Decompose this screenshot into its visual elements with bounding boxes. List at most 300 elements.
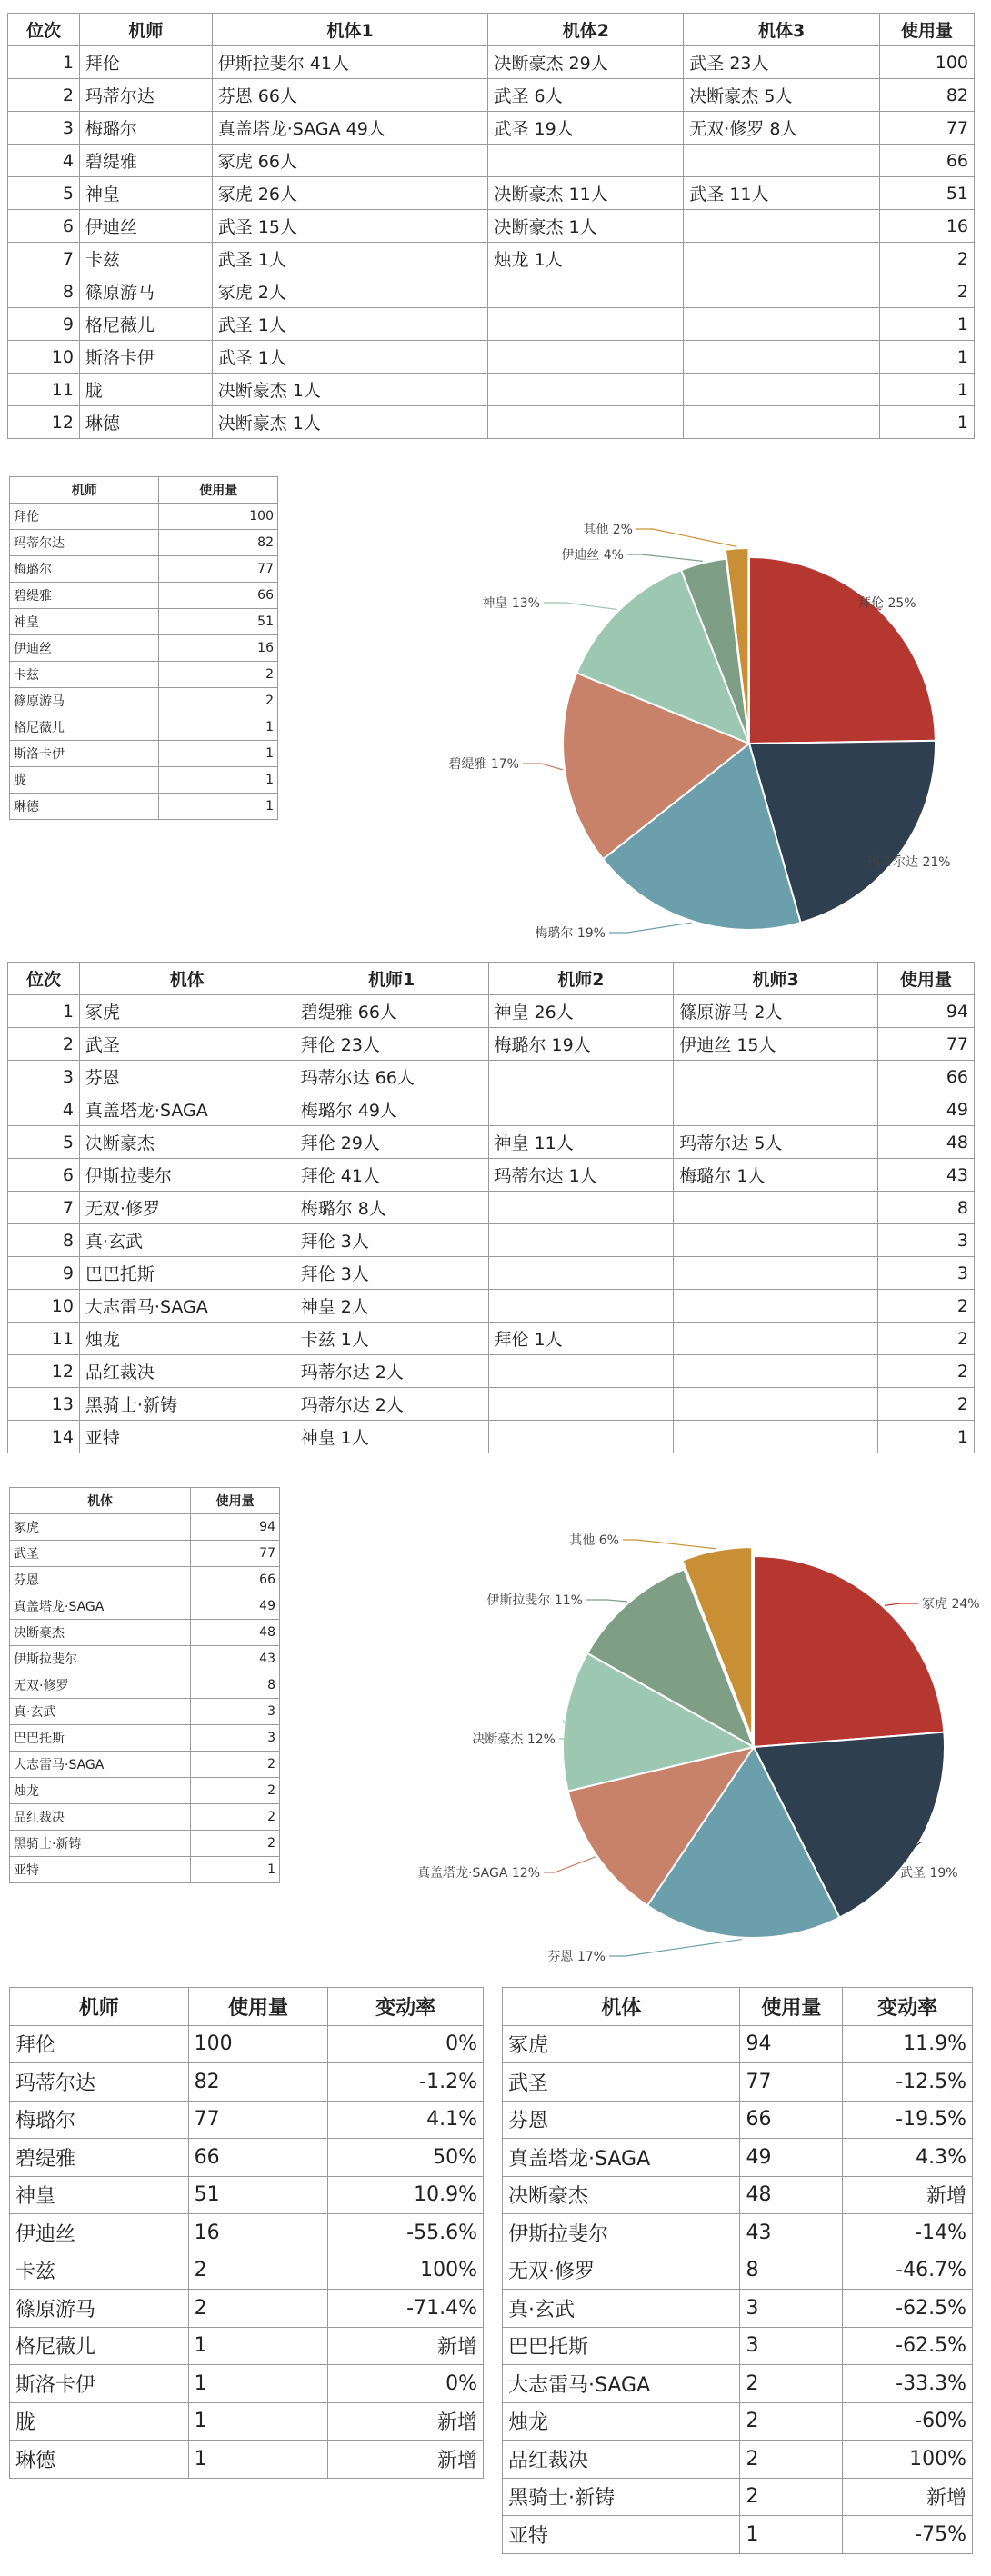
table-row xyxy=(8,79,975,112)
table-cell: 9 xyxy=(8,1257,80,1290)
column-header: 使用量 xyxy=(880,14,975,46)
table-cell: 黑骑士·新铸 xyxy=(503,2478,740,2516)
table-cell: 玛蒂尔达 xyxy=(79,79,212,112)
table-cell xyxy=(684,374,880,406)
table-cell: 伊迪丝 xyxy=(79,210,212,243)
table-row xyxy=(10,1778,280,1804)
table-cell: 8 xyxy=(8,1224,80,1257)
table-cell: 2 xyxy=(878,1355,975,1388)
pilot-usage-pie-chart xyxy=(364,498,951,971)
table-cell xyxy=(488,406,684,439)
table-cell: 梅璐尔 xyxy=(79,112,212,145)
table-cell xyxy=(684,275,880,308)
slice-label: 武圣 19% xyxy=(900,1866,958,1881)
table-cell: 亚特 xyxy=(503,2516,740,2554)
table-row xyxy=(10,2025,484,2063)
table-row xyxy=(10,2101,484,2139)
table-cell: 2 xyxy=(740,2365,843,2403)
table-cell: -46.7% xyxy=(843,2252,973,2290)
leader-line xyxy=(609,923,692,933)
table-cell: 8 xyxy=(191,1672,280,1699)
table-cell: 新增 xyxy=(843,2176,973,2214)
table-cell: 10 xyxy=(8,341,80,374)
table-cell: 巴巴托斯 xyxy=(79,1257,295,1290)
table-cell: 3 xyxy=(191,1699,280,1725)
table-cell: 2 xyxy=(878,1323,975,1355)
table-cell: 8 xyxy=(878,1192,975,1224)
table-cell: 无双·修罗 8人 xyxy=(684,112,880,145)
table-row xyxy=(8,275,975,308)
table-row xyxy=(10,2252,484,2290)
table-cell: 武圣 23人 xyxy=(684,46,880,79)
column-header: 使用量 xyxy=(188,1988,328,2026)
table-cell: 拜伦 23人 xyxy=(295,1028,488,1061)
table-cell: 伊斯拉斐尔 xyxy=(79,1159,295,1192)
table-row xyxy=(8,1355,975,1388)
table-cell: 拜伦 1人 xyxy=(488,1323,674,1355)
table-cell: -62.5% xyxy=(843,2290,973,2328)
table-cell: 2 xyxy=(740,2478,843,2516)
table-cell: 43 xyxy=(878,1159,975,1192)
table-row xyxy=(10,2365,484,2403)
slice-label: 冢虎 24% xyxy=(922,1597,980,1612)
table-cell: 66 xyxy=(188,2139,328,2177)
table-cell xyxy=(684,341,880,374)
table-cell: 决断豪杰 5人 xyxy=(684,79,880,112)
table-cell: 武圣 1人 xyxy=(212,243,488,275)
table-cell: 玛蒂尔达 xyxy=(10,530,159,556)
table-row xyxy=(10,2327,484,2365)
table-row xyxy=(10,741,278,767)
table-cell: 66 xyxy=(159,583,278,609)
table-cell: 武圣 6人 xyxy=(488,79,684,112)
table-cell: 2 xyxy=(878,1388,975,1421)
slice-label: 芬恩 17% xyxy=(547,1950,606,1964)
table-cell: 3 xyxy=(740,2290,843,2328)
table-cell: 神皇 11人 xyxy=(488,1126,674,1159)
table-cell: -19.5% xyxy=(843,2101,973,2139)
table-cell: 77 xyxy=(188,2101,328,2139)
column-header: 变动率 xyxy=(328,1988,484,2026)
table-row xyxy=(10,662,278,688)
table-cell xyxy=(674,1093,878,1126)
table-header-row xyxy=(8,14,975,46)
pilot-change-table xyxy=(9,1987,484,2479)
table-row xyxy=(10,1857,280,1883)
pie-slice xyxy=(749,557,936,744)
table-cell: 100 xyxy=(188,2025,328,2063)
leader-line xyxy=(544,1857,596,1872)
table-cell: 2 xyxy=(159,688,278,714)
table-cell: 82 xyxy=(159,530,278,556)
table-cell: 真·玄武 xyxy=(10,1699,191,1725)
table-row xyxy=(8,1159,975,1192)
table-cell: 芬恩 66人 xyxy=(212,79,488,112)
table-cell: 拜伦 xyxy=(79,46,212,79)
table-cell xyxy=(488,374,684,406)
table-row xyxy=(10,714,278,741)
table-row xyxy=(10,609,278,635)
table-cell: 3 xyxy=(8,112,80,145)
table-row xyxy=(8,308,975,341)
table-cell: 胧 xyxy=(10,767,159,794)
table-cell: 94 xyxy=(191,1514,280,1541)
table-cell: 武圣 1人 xyxy=(212,341,488,374)
table-cell xyxy=(684,210,880,243)
table-cell: 2 xyxy=(740,2441,843,2479)
table-cell: 武圣 1人 xyxy=(212,308,488,341)
table-cell: 1 xyxy=(880,308,975,341)
table-cell: 1 xyxy=(191,1857,280,1883)
table-cell: 48 xyxy=(740,2176,843,2214)
slice-label: 神皇 13% xyxy=(482,596,540,611)
table-cell: 51 xyxy=(159,609,278,635)
column-header: 机体 xyxy=(10,1488,191,1514)
table-cell xyxy=(488,308,684,341)
table-cell: 芬恩 xyxy=(10,1567,191,1593)
table-row xyxy=(503,2478,973,2516)
table-cell: 2 xyxy=(880,243,975,275)
table-cell: 拜伦 41人 xyxy=(295,1159,488,1192)
slice-label: 决断豪杰 12% xyxy=(472,1732,556,1747)
table-cell: 77 xyxy=(159,556,278,583)
mech-usage-table xyxy=(9,1487,280,1883)
table-cell: 玛蒂尔达 5人 xyxy=(674,1126,878,1159)
table-cell: 烛龙 xyxy=(503,2402,740,2441)
table-cell: 100 xyxy=(880,46,975,79)
table-row xyxy=(8,112,975,145)
table-cell: 梅璐尔 19人 xyxy=(488,1028,674,1061)
table-cell: -14% xyxy=(843,2214,973,2252)
table-cell: 11.9% xyxy=(843,2025,973,2063)
table-cell xyxy=(488,275,684,308)
pilot-usage-table xyxy=(9,476,278,820)
table-cell: 3 xyxy=(740,2327,843,2365)
table-row xyxy=(503,2402,973,2441)
slice-label: 梅璐尔 19% xyxy=(535,926,606,941)
table-cell: 94 xyxy=(740,2025,843,2063)
table-row xyxy=(8,1061,975,1093)
table-cell: 2 xyxy=(880,275,975,308)
table-row xyxy=(10,1567,280,1593)
table-cell: 6 xyxy=(8,1159,80,1192)
table-cell: 烛龙 1人 xyxy=(488,243,684,275)
table-cell: 4.3% xyxy=(843,2139,973,2177)
table-row xyxy=(8,1388,975,1421)
slice-label: 伊迪丝 4% xyxy=(561,548,624,563)
table-cell: 武圣 xyxy=(503,2063,740,2102)
table-cell: 亚特 xyxy=(79,1421,295,1453)
table-row xyxy=(10,1725,280,1752)
table-cell: 13 xyxy=(8,1388,80,1421)
column-header: 机师2 xyxy=(488,963,674,995)
table-cell: 玛蒂尔达 66人 xyxy=(295,1061,488,1093)
table-cell: 2 xyxy=(191,1778,280,1804)
column-header: 使用量 xyxy=(878,963,975,995)
table-cell: 43 xyxy=(191,1646,280,1672)
slice-label: 其他 2% xyxy=(583,523,633,537)
mech-change-table xyxy=(502,1987,973,2554)
table-cell: 决断豪杰 29人 xyxy=(488,46,684,79)
table-cell: 伊斯拉斐尔 xyxy=(10,1646,191,1672)
table-cell: 77 xyxy=(878,1028,975,1061)
table-cell: 12 xyxy=(8,406,80,439)
table-cell: 篠原游马 2人 xyxy=(674,995,878,1028)
column-header: 机师 xyxy=(10,1988,189,2026)
table-row xyxy=(8,1421,975,1453)
table-cell xyxy=(684,308,880,341)
table-cell: 决断豪杰 1人 xyxy=(212,374,488,406)
table-cell xyxy=(488,1192,674,1224)
table-cell: 8 xyxy=(8,275,80,308)
table-cell xyxy=(488,1093,674,1126)
table-cell: 决断豪杰 xyxy=(10,1620,191,1646)
column-header: 机师1 xyxy=(295,963,488,995)
table-cell xyxy=(684,145,880,177)
table-cell: 1 xyxy=(188,2441,328,2479)
table-cell: 0% xyxy=(328,2025,484,2063)
table-cell: 卡兹 xyxy=(79,243,212,275)
table-row xyxy=(8,1224,975,1257)
table-cell: 10 xyxy=(8,1290,80,1323)
table-cell xyxy=(488,1421,674,1453)
table-cell: 神皇 xyxy=(10,609,159,635)
slice-label: 玛蒂尔达 21% xyxy=(867,855,951,870)
table-cell: 神皇 2人 xyxy=(295,1290,488,1323)
table-cell xyxy=(674,1290,878,1323)
table-cell: 真盖塔龙·SAGA 49人 xyxy=(212,112,488,145)
leader-line xyxy=(885,1603,918,1605)
table-row xyxy=(8,995,975,1028)
table-cell: 决断豪杰 xyxy=(503,2176,740,2214)
table-cell: 大志雷马·SAGA xyxy=(79,1290,295,1323)
table-cell: 卡兹 xyxy=(10,662,159,688)
table-cell: 格尼薇儿 xyxy=(79,308,212,341)
table-cell: 真盖塔龙·SAGA xyxy=(503,2139,740,2177)
table-cell: 格尼薇儿 xyxy=(10,714,159,741)
column-header: 机体3 xyxy=(684,14,880,46)
table-cell xyxy=(674,1355,878,1388)
table-row xyxy=(503,2101,973,2139)
table-row xyxy=(10,1620,280,1646)
table-cell: 冢虎 66人 xyxy=(212,145,488,177)
table-cell: 1 xyxy=(188,2402,328,2441)
table-cell: 2 xyxy=(191,1752,280,1778)
table-cell: 大志雷马·SAGA xyxy=(10,1752,191,1778)
table-row xyxy=(503,2516,973,2554)
table-cell: 亚特 xyxy=(10,1857,191,1883)
table-cell: 伊迪丝 xyxy=(10,635,159,662)
table-cell: 77 xyxy=(191,1541,280,1567)
table-cell: 胧 xyxy=(10,2402,189,2441)
table-cell: 82 xyxy=(880,79,975,112)
table-cell: 49 xyxy=(191,1593,280,1620)
table-cell: 50% xyxy=(328,2139,484,2177)
table-cell: 49 xyxy=(740,2139,843,2177)
pie-slice xyxy=(754,1556,944,1747)
table-cell: 冢虎 2人 xyxy=(212,275,488,308)
mech-ranking-table xyxy=(7,962,975,1453)
column-header: 机体 xyxy=(79,963,295,995)
table-cell xyxy=(488,1061,674,1093)
leader-line xyxy=(544,603,617,609)
table-cell xyxy=(674,1323,878,1355)
table-row xyxy=(503,2214,973,2252)
table-cell: 66 xyxy=(191,1567,280,1593)
table-cell: 无双·修罗 xyxy=(503,2252,740,2290)
table-cell: 49 xyxy=(878,1093,975,1126)
table-cell: 51 xyxy=(188,2176,328,2214)
table-cell: 玛蒂尔达 2人 xyxy=(295,1388,488,1421)
table-cell: 卡兹 xyxy=(10,2252,189,2290)
table-row xyxy=(8,1093,975,1126)
table-cell: 1 xyxy=(159,767,278,794)
table-cell: 4 xyxy=(8,145,80,177)
table-cell xyxy=(684,406,880,439)
table-cell: 真·玄武 xyxy=(79,1224,295,1257)
table-cell: 11 xyxy=(8,1323,80,1355)
table-cell: 100% xyxy=(843,2441,973,2479)
mech-usage-pie-chart xyxy=(336,1509,991,1982)
table-cell: 1 xyxy=(8,995,80,1028)
table-cell: 新增 xyxy=(843,2478,973,2516)
table-cell: 武圣 xyxy=(79,1028,295,1061)
leader-line xyxy=(523,764,563,770)
column-header: 机体1 xyxy=(212,14,488,46)
table-cell: 1 xyxy=(880,406,975,439)
table-cell: 10.9% xyxy=(328,2176,484,2214)
table-cell: 3 xyxy=(8,1061,80,1093)
table-cell: 碧缇雅 xyxy=(10,583,159,609)
table-cell: 品红裁决 xyxy=(79,1355,295,1388)
table-row xyxy=(503,2290,973,2328)
table-cell: 2 xyxy=(191,1831,280,1857)
table-cell: -12.5% xyxy=(843,2063,973,2102)
table-cell xyxy=(488,341,684,374)
table-row xyxy=(8,1126,975,1159)
table-cell: 1 xyxy=(159,794,278,820)
table-row xyxy=(503,2139,973,2177)
table-cell: 碧缇雅 xyxy=(79,145,212,177)
table-row xyxy=(8,374,975,406)
table-cell: 芬恩 xyxy=(79,1061,295,1093)
table-row xyxy=(8,1290,975,1323)
table-cell: 武圣 15人 xyxy=(212,210,488,243)
table-cell: 篠原游马 xyxy=(10,2290,189,2328)
table-cell: 16 xyxy=(880,210,975,243)
table-row xyxy=(503,2252,973,2290)
table-cell: 3 xyxy=(878,1224,975,1257)
leader-line xyxy=(636,529,737,546)
table-cell: 11 xyxy=(8,374,80,406)
table-cell: 0% xyxy=(328,2365,484,2403)
table-cell: 决断豪杰 1人 xyxy=(212,406,488,439)
table-cell: 12 xyxy=(8,1355,80,1388)
table-cell: 琳德 xyxy=(79,406,212,439)
table-row xyxy=(8,1192,975,1224)
table-cell: -33.3% xyxy=(843,2365,973,2403)
table-row xyxy=(503,2441,973,2479)
table-cell: 斯洛卡伊 xyxy=(10,741,159,767)
slice-label: 伊斯拉斐尔 11% xyxy=(486,1593,583,1608)
table-row xyxy=(10,2290,484,2328)
slice-label: 拜伦 25% xyxy=(858,596,916,611)
table-cell: 黑骑士·新铸 xyxy=(79,1388,295,1421)
table-cell: 100% xyxy=(328,2252,484,2290)
table-cell: 大志雷马·SAGA xyxy=(503,2365,740,2403)
column-header: 位次 xyxy=(8,963,80,995)
table-row xyxy=(8,46,975,79)
table-cell: 1 xyxy=(159,741,278,767)
table-row xyxy=(10,767,278,794)
table-cell: 冢虎 xyxy=(10,1514,191,1541)
table-cell: 冢虎 xyxy=(503,2025,740,2063)
table-cell: 16 xyxy=(188,2214,328,2252)
column-header: 机体2 xyxy=(488,14,684,46)
table-cell: 1 xyxy=(8,46,80,79)
table-row xyxy=(10,1804,280,1831)
table-cell xyxy=(684,243,880,275)
column-header: 使用量 xyxy=(740,1988,843,2026)
table-cell: 黑骑士·新铸 xyxy=(10,1831,191,1857)
table-row xyxy=(8,1323,975,1355)
table-cell: 3 xyxy=(878,1257,975,1290)
column-header: 变动率 xyxy=(843,1988,973,2026)
table-cell: 格尼薇儿 xyxy=(10,2327,189,2365)
table-cell xyxy=(488,1388,674,1421)
table-cell: 16 xyxy=(159,635,278,662)
table-cell: 决断豪杰 11人 xyxy=(488,177,684,210)
table-row xyxy=(10,1672,280,1699)
table-cell: 斯洛卡伊 xyxy=(79,341,212,374)
table-row xyxy=(10,1593,280,1620)
table-cell: 1 xyxy=(878,1421,975,1453)
column-header: 机师 xyxy=(79,14,212,46)
table-row xyxy=(10,583,278,609)
column-header: 使用量 xyxy=(191,1488,280,1514)
table-cell: 2 xyxy=(740,2402,843,2441)
table-cell: 5 xyxy=(8,177,80,210)
table-cell: 巴巴托斯 xyxy=(10,1725,191,1752)
table-cell: 无双·修罗 xyxy=(79,1192,295,1224)
table-cell: 玛蒂尔达 1人 xyxy=(488,1159,674,1192)
table-row xyxy=(10,2441,484,2479)
table-row xyxy=(10,2214,484,2252)
table-row xyxy=(8,177,975,210)
table-cell: 7 xyxy=(8,243,80,275)
table-cell: 2 xyxy=(191,1804,280,1831)
column-header: 机师 xyxy=(10,477,159,504)
table-row xyxy=(8,1257,975,1290)
table-cell: 决断豪杰 xyxy=(79,1126,295,1159)
table-header-row xyxy=(10,1988,484,2026)
table-cell: 品红裁决 xyxy=(10,1804,191,1831)
table-cell: 卡兹 1人 xyxy=(295,1323,488,1355)
table-row xyxy=(10,2402,484,2441)
table-cell: 芬恩 xyxy=(503,2101,740,2139)
table-cell xyxy=(674,1257,878,1290)
table-cell: 新增 xyxy=(328,2327,484,2365)
table-cell: 4.1% xyxy=(328,2101,484,2139)
table-row xyxy=(8,406,975,439)
table-cell: -60% xyxy=(843,2402,973,2441)
table-cell: -75% xyxy=(843,2516,973,2554)
table-cell: 真盖塔龙·SAGA xyxy=(79,1093,295,1126)
table-cell: 拜伦 3人 xyxy=(295,1257,488,1290)
table-header-row xyxy=(10,1488,280,1514)
leader-line xyxy=(609,1940,742,1956)
table-cell: 烛龙 xyxy=(79,1323,295,1355)
